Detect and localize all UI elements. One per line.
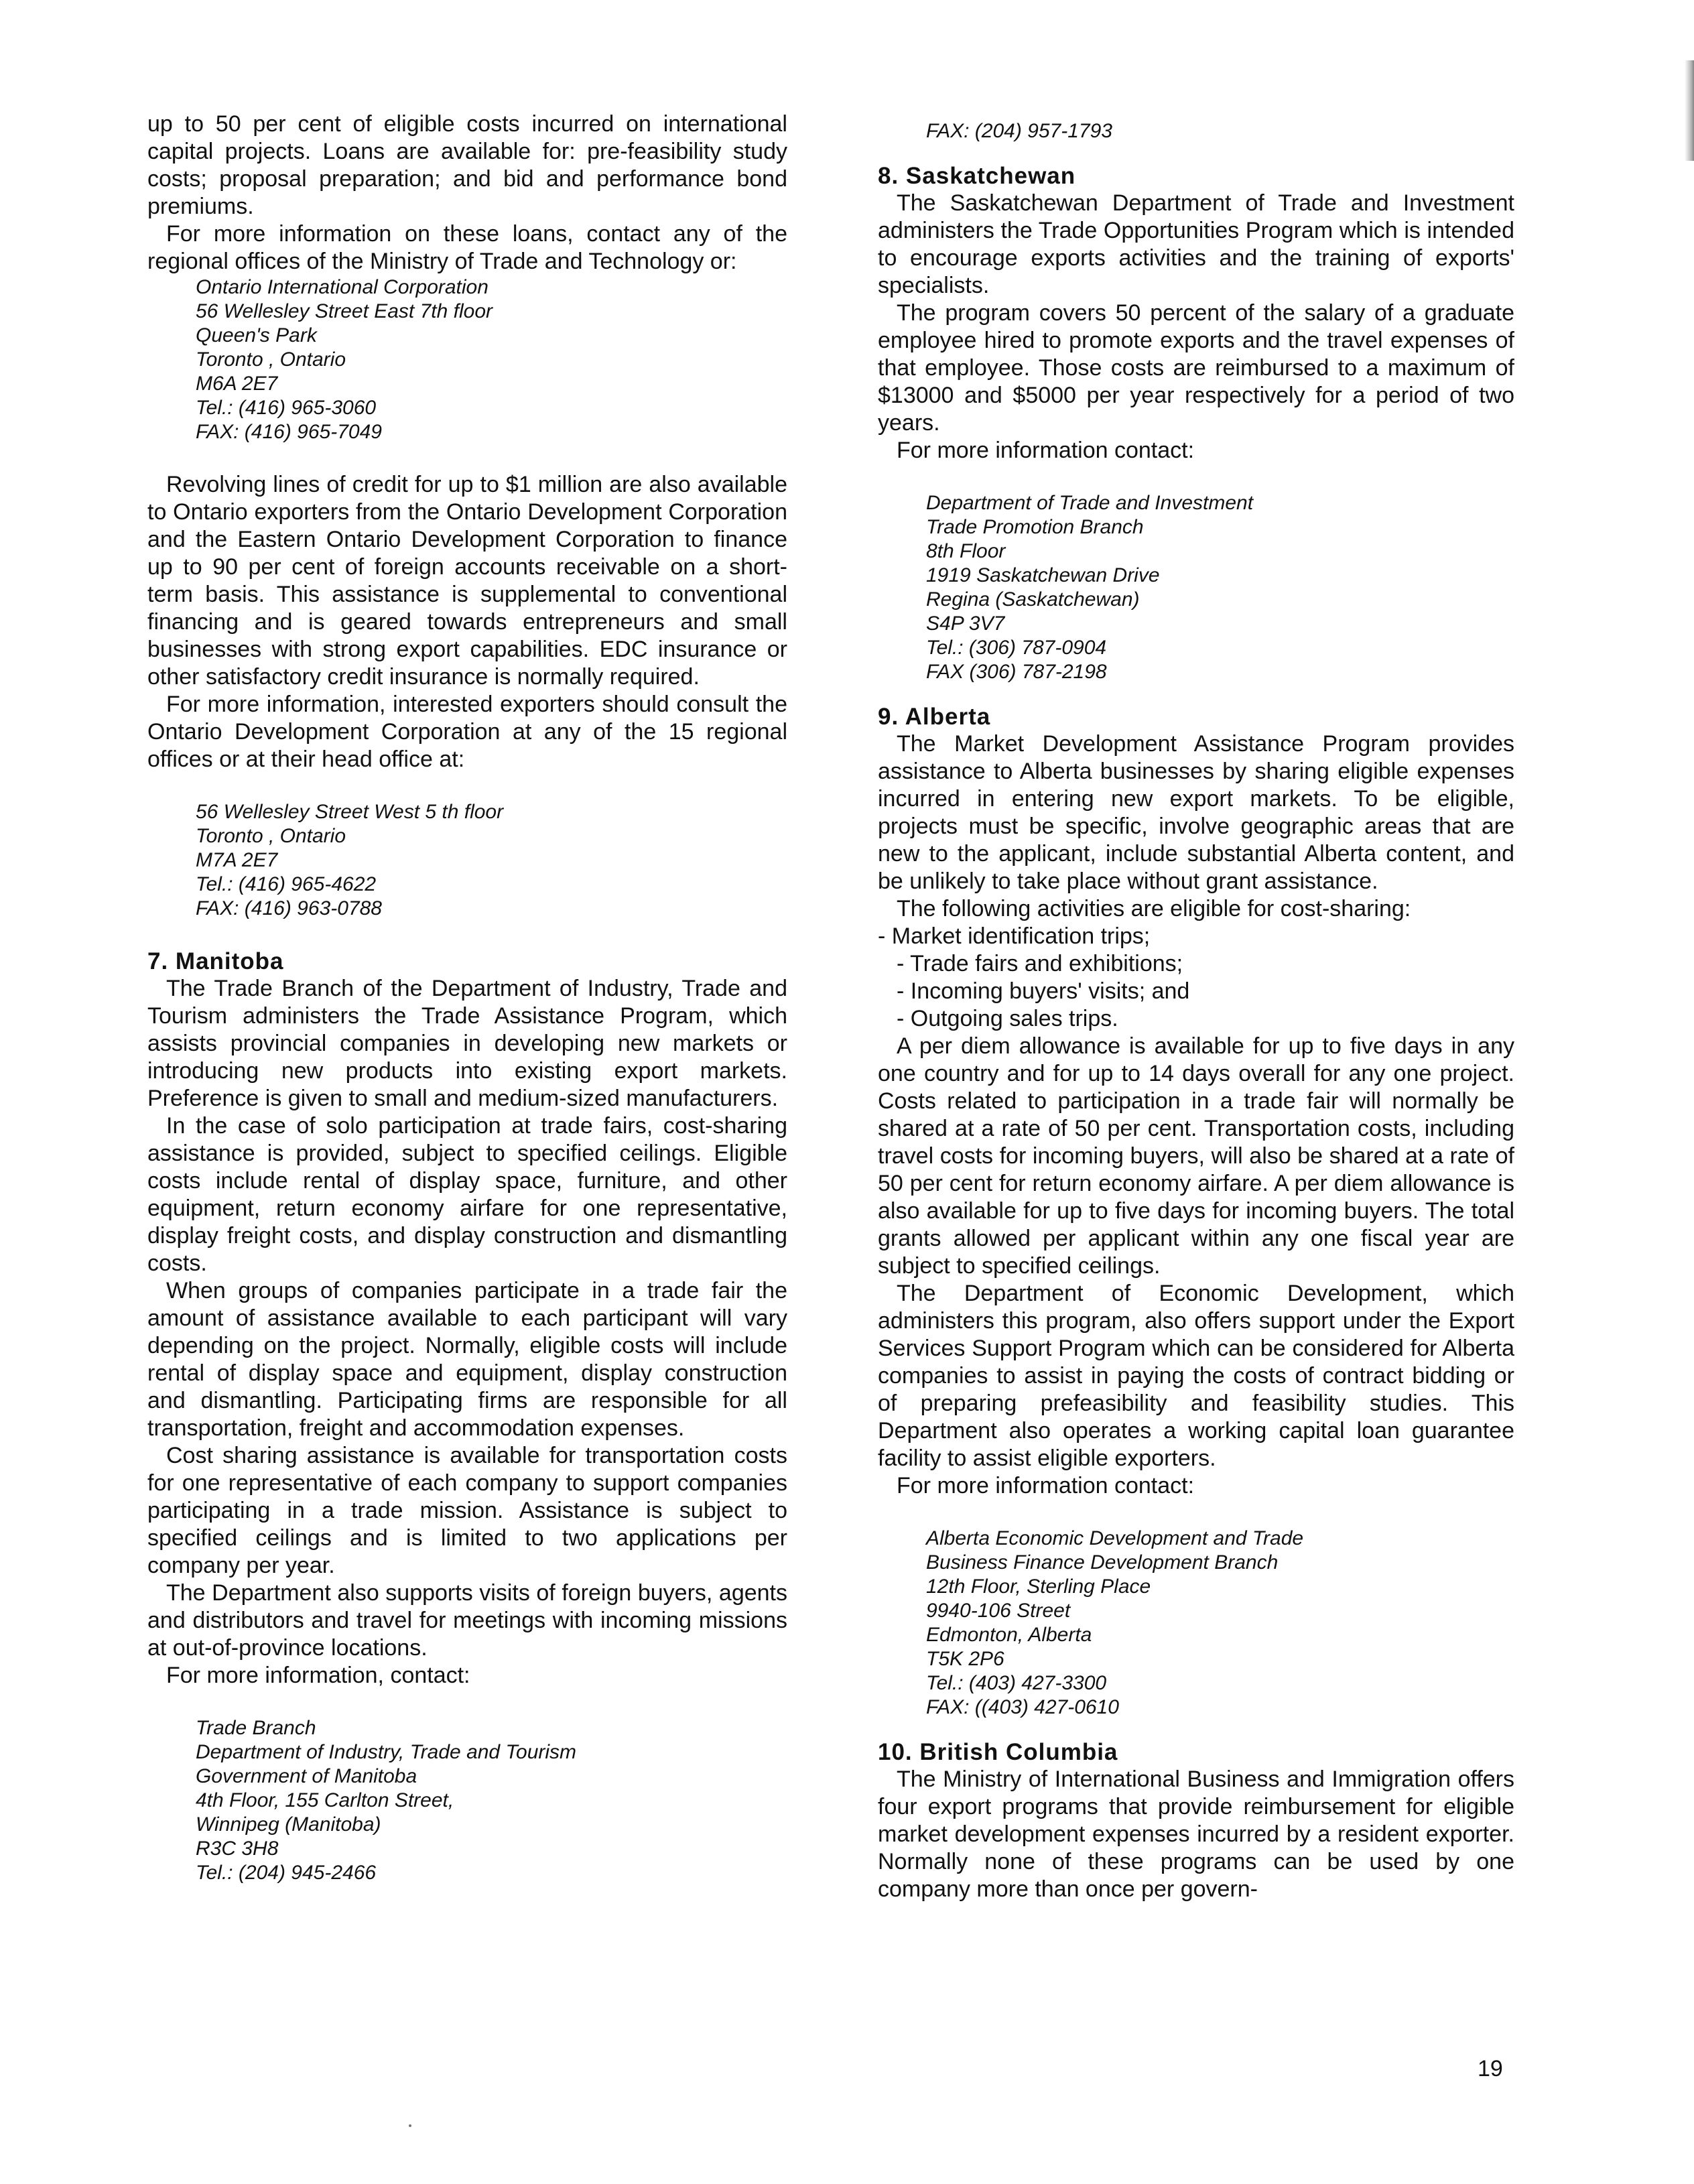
address-line: Department of Trade and Investment <box>926 492 1254 514</box>
paragraph: For more information contact: <box>897 1473 1195 1498</box>
address-line: S4P 3V7 <box>926 613 1005 635</box>
right-column <box>878 119 1514 1903</box>
paragraph: The Department also supports visits of foreign buyers, agents and distributors and travel for meetings with incoming missions at out-of-province locations. <box>147 1580 787 1661</box>
address-line: Toronto , Ontario <box>196 825 346 847</box>
paragraph: In the case of solo participation at trade fairs, cost-sharing assistance is provided, subject to specified ceilings. Eligible costs include rental of display space, furniture, and other equipment, return economy airfare for one representative, display freight costs, and display construction and dismantling costs. <box>147 1113 787 1276</box>
address-line: 56 Wellesley Street East 7th floor <box>196 300 493 322</box>
address-alberta <box>926 1527 1514 1720</box>
address-line: 56 Wellesley Street West 5 th floor <box>196 801 504 823</box>
paragraph: A per diem allowance is available for up to five days in any one country and for up to 14 days overall for any one project. Costs related to participation in a trade fair will normally be shared at a rate of 50 per cent. Transportation costs, including travel costs for incoming buyers, will also be shared at a rate of 50 per cent for return economy airfare. A per diem allowance is also available for up to five days for incoming buyers. The total grants allowed per applicant within any one fiscal year are subject to specified ceilings. <box>878 1033 1514 1279</box>
paragraph: The Ministry of International Business and Immigration offers four export programs that provide reimbursement for eligible market development expenses incurred by a resident exporter. Normally none of these programs can be used by one company more than once per govern- <box>878 1767 1514 1902</box>
list-item: - Incoming buyers' visits; and <box>897 978 1190 1004</box>
left-column <box>147 111 787 1885</box>
address-line: Ontario International Corporation <box>196 276 488 298</box>
address-ontario-international <box>196 275 787 444</box>
address-line: Trade Promotion Branch <box>926 516 1144 538</box>
address-line: Business Finance Development Branch <box>926 1551 1279 1573</box>
paragraph: The following activities are eligible for cost-sharing: <box>897 896 1411 921</box>
list-item: - Market identification trips; <box>878 923 1151 949</box>
address-line: T5K 2P6 <box>926 1648 1004 1670</box>
address-ontario-development <box>196 800 787 921</box>
address-line: 12th Floor, Sterling Place <box>926 1576 1151 1598</box>
paragraph: For more information on these loans, contact any of the regional offices of the Ministry of Trade and Technology or: <box>147 221 787 274</box>
address-line: Regina (Saskatchewan) <box>926 588 1140 611</box>
address-line: Tel.: (403) 427-3300 <box>926 1672 1107 1694</box>
address-saskatchewan <box>926 491 1514 684</box>
paragraph: For more information, contact: <box>166 1663 470 1688</box>
paragraph: The program covers 50 percent of the salary of a graduate employee hired to promote exports and the travel expenses of that employee. Those costs are reimbursed to a maximum of $13000 and $5000 per year respectively for a period of two years. <box>878 300 1514 436</box>
paragraph: up to 50 per cent of eligible costs incurred on international capital projects. Loans are available for: pre-feasibility study costs; proposal preparation; and bid and performance bond premiums. <box>147 111 787 219</box>
paragraph: Cost sharing assistance is available for transportation costs for one representative of each company to support companies participating in a trade mission. Assistance is subject to specified ceilings and is limited to two applications per company per year. <box>147 1443 787 1578</box>
list-item: - Outgoing sales trips. <box>897 1006 1118 1031</box>
section-heading-alberta: 9. Alberta <box>878 704 991 730</box>
paragraph: For more information contact: <box>897 438 1195 463</box>
address-line: R3C 3H8 <box>196 1838 279 1860</box>
address-line: Tel.: (416) 965-4622 <box>196 873 377 895</box>
address-line: 9940-106 Street <box>926 1600 1071 1622</box>
paragraph: When groups of companies participate in a trade fair the amount of assistance available to each participant will vary depending on the project. Normally, eligible costs will include rental of display space and equipment, display construction and dismantling. Participating firms are responsible for all transportation, freight and accommodation expenses. <box>147 1278 787 1441</box>
address-manitoba <box>196 1716 787 1885</box>
address-line: Tel.: (306) 787-0904 <box>926 637 1107 659</box>
address-line: Alberta Economic Development and Trade <box>926 1527 1304 1549</box>
list-item: - Trade fairs and exhibitions; <box>897 951 1183 976</box>
page-number: 19 <box>1478 2056 1503 2081</box>
paragraph: The Market Development Assistance Program provides assistance to Alberta businesses by sharing eligible expenses incurred in entering new export markets. To be eligible, projects must be specific, involve geographic areas that are new to the applicant, include substantial Alberta content, and be unlikely to take place without grant assistance. <box>878 731 1514 894</box>
scan-speck <box>409 2124 411 2127</box>
paragraph: Revolving lines of credit for up to $1 million are also available to Ontario exporters from the Ontario Development Corporation and the Eastern Ontario Development Corporation to finance up to 90 per cent of foreign accounts receivable on a short-term basis. This assistance is supplemental to conventional financing and is geared towards entrepreneurs and small businesses with strong export capabilities. EDC insurance or other satisfactory credit insurance is normally required. <box>147 472 787 690</box>
address-line: FAX: (416) 963-0788 <box>196 897 382 919</box>
address-line: Edmonton, Alberta <box>926 1624 1092 1646</box>
address-line: Government of Manitoba <box>196 1765 417 1787</box>
section-heading-saskatchewan: 8. Saskatchewan <box>878 163 1076 189</box>
address-manitoba-fax <box>926 119 1514 143</box>
section-heading-manitoba: 7. Manitoba <box>147 948 284 974</box>
address-line: FAX: (416) 965-7049 <box>196 421 382 443</box>
paragraph: The Department of Economic Development, which administers this program, also offers support under the Export Services Support Program which can be considered for Alberta companies to assist in paying the costs of contract bidding or of preparing prefeasibility and feasibility studies. This Department also operates a working capital loan guarantee facility to assist eligible exporters. <box>878 1281 1514 1471</box>
address-line: Winnipeg (Manitoba) <box>196 1813 381 1836</box>
address-line: 4th Floor, 155 Carlton Street, <box>196 1789 454 1811</box>
paragraph: The Trade Branch of the Department of Industry, Trade and Tourism administers the Trade Assistance Program, which assists provincial companies in developing new markets or introducing new products into existing export markets. Preference is given to small and medium-sized manufacturers. <box>147 976 787 1111</box>
address-line: FAX: (204) 957-1793 <box>926 120 1112 142</box>
address-line: Queen's Park <box>196 324 317 346</box>
eligible-activities-list <box>878 923 1514 1033</box>
address-line: FAX: ((403) 427-0610 <box>926 1696 1119 1718</box>
address-line: M6A 2E7 <box>196 373 278 395</box>
paragraph: The Saskatchewan Department of Trade and Investment administers the Trade Opportunities Program which is intended to encourage exports activities and the training of exports' specialists. <box>878 190 1514 298</box>
address-line: Department of Industry, Trade and Tourism <box>196 1741 577 1763</box>
address-line: M7A 2E7 <box>196 849 278 871</box>
address-line: Trade Branch <box>196 1717 316 1739</box>
address-line: 8th Floor <box>926 540 1006 562</box>
address-line: FAX (306) 787-2198 <box>926 661 1107 683</box>
paragraph: For more information, interested exporters should consult the Ontario Development Corporation at any of the 15 regional offices or at their head office at: <box>147 692 787 772</box>
address-line: Toronto , Ontario <box>196 348 346 371</box>
address-line: Tel.: (204) 945-2466 <box>196 1862 377 1884</box>
address-line: 1919 Saskatchewan Drive <box>926 564 1160 586</box>
section-heading-british-columbia: 10. British Columbia <box>878 1739 1118 1765</box>
address-line: Tel.: (416) 965-3060 <box>196 397 377 419</box>
scan-edge-mark <box>1685 60 1694 161</box>
